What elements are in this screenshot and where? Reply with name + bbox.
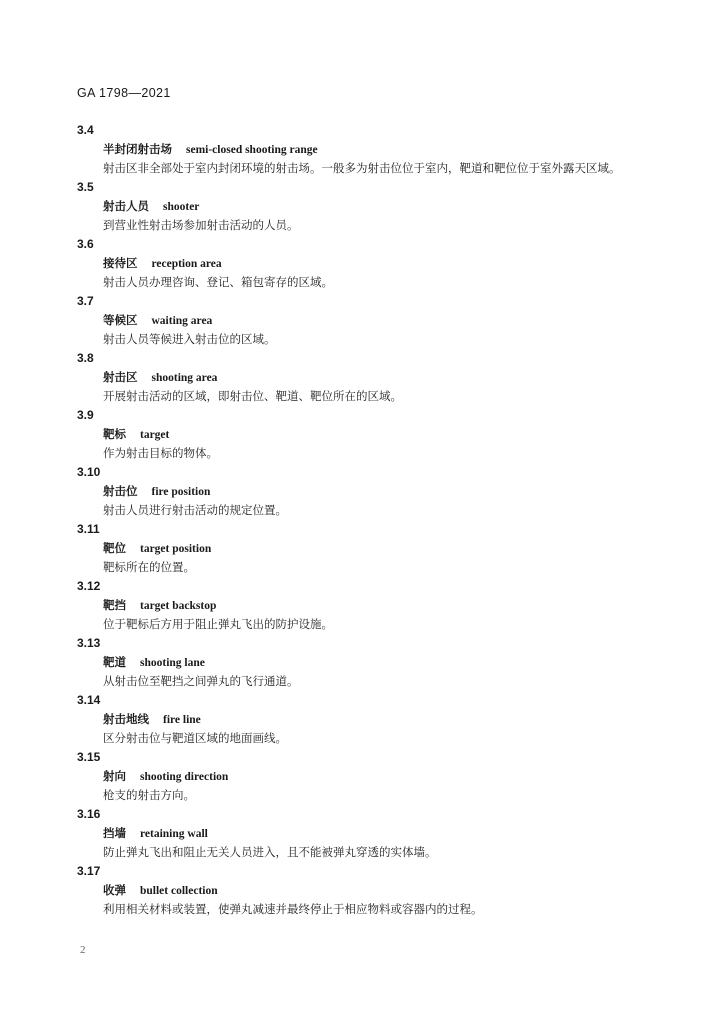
term-title-zh: 射击位 (103, 484, 138, 498)
term-title-en: target (140, 429, 170, 441)
term-title-en: shooting direction (140, 771, 229, 783)
term-title-en: shooter (163, 201, 200, 213)
term-title-zh: 靶标 (103, 427, 126, 441)
term-title (77, 140, 657, 159)
term-entry (77, 748, 657, 805)
term-title-en: waiting area (151, 315, 213, 327)
term-number: 3.10 (77, 465, 101, 479)
term-definition: 开展射击活动的区域，即射击位、靶道、靶位所在的区域。 (103, 389, 402, 403)
term-definition: 利用相关材料或装置，使弹丸减速并最终停止于相应物料或容器内的过程。 (103, 902, 483, 916)
term-title (77, 425, 657, 444)
term-title-zh: 挡墙 (103, 826, 126, 840)
term-title-zh: 靶道 (103, 655, 126, 669)
term-entry (77, 577, 657, 634)
term-number: 3.9 (77, 408, 94, 422)
term-definition: 射击区非全部处于室内封闭环境的射击场。一般多为射击位位于室内，靶道和靶位位于室外露天区域。 (103, 161, 621, 175)
term-title-en: shooting lane (140, 657, 205, 669)
term-title-zh: 接待区 (103, 256, 138, 270)
term-number: 3.17 (77, 864, 101, 878)
term-number: 3.15 (77, 750, 101, 764)
term-title (77, 767, 657, 786)
term-title-zh: 半封闭射击场 (103, 142, 172, 156)
term-definition: 从射击位至靶挡之间弹丸的飞行通道。 (103, 674, 299, 688)
term-definition: 位于靶标后方用于阻止弹丸飞出的防护设施。 (103, 617, 333, 631)
term-entry (77, 862, 657, 919)
term-title-en: retaining wall (140, 828, 208, 840)
term-title (77, 881, 657, 900)
term-title-zh: 靶位 (103, 541, 126, 555)
term-title-zh: 射击区 (103, 370, 138, 384)
term-definition: 作为射击目标的物体。 (103, 446, 218, 460)
term-title (77, 539, 657, 558)
term-definition: 枪支的射击方向。 (103, 788, 195, 802)
term-entry (77, 634, 657, 691)
term-title (77, 197, 657, 216)
term-entry (77, 292, 657, 349)
term-definition: 到营业性射击场参加射击活动的人员。 (103, 218, 299, 232)
term-title (77, 368, 657, 387)
term-title (77, 710, 657, 729)
term-number: 3.4 (77, 123, 94, 137)
term-number: 3.14 (77, 693, 101, 707)
term-title-en: reception area (151, 258, 222, 270)
term-title-en: fire position (151, 486, 211, 498)
page-number: 2 (80, 944, 86, 956)
term-title-zh: 射击地线 (103, 712, 149, 726)
term-entry (77, 121, 657, 178)
term-title (77, 311, 657, 330)
term-definition: 射击人员进行射击活动的规定位置。 (103, 503, 287, 517)
term-entry (77, 463, 657, 520)
term-title (77, 482, 657, 501)
term-title-en: shooting area (151, 372, 218, 384)
term-title-en: semi-closed shooting range (186, 144, 318, 156)
term-definition: 射击人员等候进入射击位的区域。 (103, 332, 276, 346)
term-number: 3.13 (77, 636, 101, 650)
term-title-en: target position (140, 543, 212, 555)
term-number: 3.11 (77, 522, 100, 536)
term-definition: 靶标所在的位置。 (103, 560, 195, 574)
term-title (77, 653, 657, 672)
term-title-zh: 靶挡 (103, 598, 126, 612)
term-title (77, 254, 657, 273)
term-number: 3.12 (77, 579, 101, 593)
term-definition: 区分射击位与靶道区域的地面画线。 (103, 731, 287, 745)
term-entry (77, 349, 657, 406)
term-entry (77, 178, 657, 235)
term-title (77, 824, 657, 843)
term-definition: 射击人员办理咨询、登记、箱包寄存的区域。 (103, 275, 333, 289)
term-number: 3.5 (77, 180, 94, 194)
terms-list (77, 121, 657, 919)
term-entry (77, 805, 657, 862)
term-entry (77, 235, 657, 292)
document-code-header: GA 1798—2021 (77, 86, 171, 100)
term-definition: 防止弹丸飞出和阻止无关人员进入，且不能被弹丸穿透的实体墙。 (103, 845, 437, 859)
term-entry (77, 406, 657, 463)
term-title-en: target backstop (140, 600, 217, 612)
term-title-en: bullet collection (140, 885, 218, 897)
term-entry (77, 520, 657, 577)
term-number: 3.6 (77, 237, 94, 251)
term-title-en: fire line (163, 714, 201, 726)
term-number: 3.8 (77, 351, 94, 365)
term-title-zh: 收弹 (103, 883, 126, 897)
term-title (77, 596, 657, 615)
term-title-zh: 射击人员 (103, 199, 149, 213)
term-title-zh: 等候区 (103, 313, 138, 327)
term-entry (77, 691, 657, 748)
term-number: 3.7 (77, 294, 94, 308)
term-title-zh: 射向 (103, 769, 126, 783)
term-number: 3.16 (77, 807, 101, 821)
